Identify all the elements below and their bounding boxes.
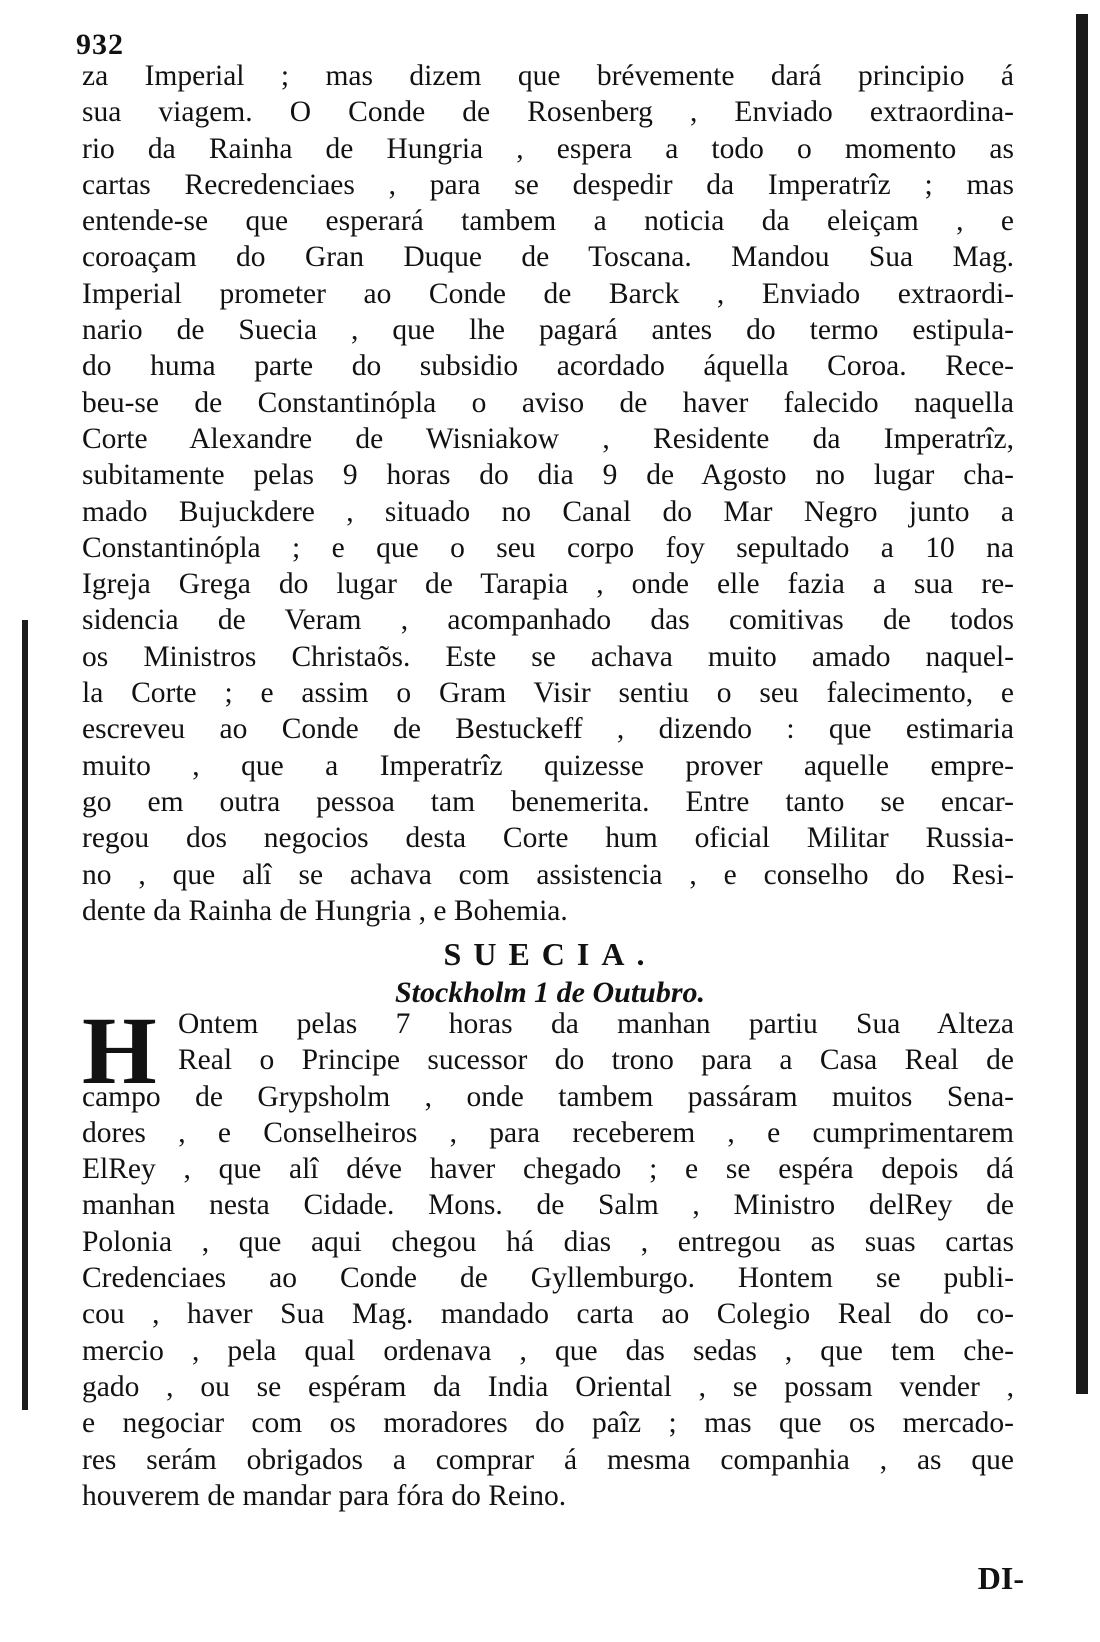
text-line: campo de Grypsholm , onde tambem passáram muitos Sena-: [82, 1080, 1014, 1113]
text-line: dente da Rainha de Hungria , e Bohemia.: [82, 894, 568, 927]
dateline: Stockholm 1 de Outubro.: [394, 976, 706, 1009]
text-line: sidencia de Veram , acompanhado das comitivas de todos: [82, 604, 1014, 637]
paragraph-2: [82, 997, 1014, 1514]
text-line: houverem de mandar para fóra do Reino.: [82, 1479, 567, 1512]
text-line: escreveu ao Conde de Bestuckeff , dizendo : que estimaria: [82, 713, 1014, 746]
text-line: dores , e Conselheiros , para receberem , e cumprimentarem: [82, 1116, 1014, 1149]
text-line: manhan nesta Cidade. Mons. de Salm , Ministro delRey de: [82, 1189, 1014, 1222]
text-line: Imperial prometer ao Conde de Barck , Enviado extraordi-: [82, 277, 1014, 310]
text-line: subitamente pelas 9 horas do dia 9 de Agosto no lugar cha-: [82, 459, 1014, 492]
text-line: Corte Alexandre de Wisniakow , Residente da Imperatrîz,: [82, 422, 1014, 455]
text-line: Polonia , que aqui chegou há dias , entregou as suas cartas: [82, 1225, 1014, 1258]
page-edge-shadow: [1076, 14, 1088, 1394]
text-line: mercio , pela qual ordenava , que das sedas , que tem che-: [82, 1334, 1014, 1367]
text-line: rio da Rainha de Hungria , espera a todo o momento as: [82, 132, 1014, 165]
text-line: muito , que a Imperatrîz quizesse prover aquelle empre-: [82, 749, 1014, 782]
paragraph-1: [82, 58, 1014, 929]
page-number: 932: [76, 28, 124, 61]
text-line: res serám obrigados a comprar á mesma companhia , as que: [82, 1443, 1014, 1476]
text-line: do huma parte do subsidio acordado áquella Coroa. Rece-: [82, 350, 1014, 383]
text-line: Credenciaes ao Conde de Gyllemburgo. Hontem se publi-: [82, 1262, 1014, 1295]
text-line: Real o Principe sucessor do trono para a Casa Real de: [178, 1044, 1014, 1077]
drop-cap: H: [82, 997, 157, 1104]
text-line: regou dos negocios desta Corte hum oficial Militar Russia-: [82, 822, 1014, 855]
text-line: no , que alî se achava com assistencia , e conselho do Resi-: [82, 858, 1014, 891]
text-line: coroaçam do Gran Duque de Toscana. Mandou Sua Mag.: [82, 241, 1014, 274]
text-line: Constantinópla ; e que o seu corpo foy sepultado a 10 na: [82, 531, 1014, 564]
text-line: Ontem pelas 7 horas da manhan partiu Sua Alteza: [178, 1008, 1014, 1040]
text-line: entende-se que esperará tambem a noticia da eleiçam , e: [82, 205, 1014, 238]
text-line: sua viagem. O Conde de Rosenberg , Enviado extraordina-: [82, 96, 1014, 129]
text-line: os Ministros Christaõs. Este se achava muito amado naquel-: [82, 640, 1014, 673]
text-line: za Imperial ; mas dizem que brévemente dará principio á: [82, 60, 1014, 92]
text-line: gado , ou se espéram da India Oriental , se possam vender ,: [82, 1370, 1014, 1403]
text-line: la Corte ; e assim o Gram Visir sentiu o seu falecimento, e: [82, 677, 1014, 710]
text-line: cou , haver Sua Mag. mandado carta ao Colegio Real do co-: [82, 1298, 1014, 1331]
text-line: go em outra pessoa tam benemerita. Entre tanto se encar-: [82, 785, 1014, 818]
text-line: e negociar com os moradores do paîz ; mas que os mercado-: [82, 1407, 1014, 1440]
text-line: beu-se de Constantinópla o aviso de haver falecido naquella: [82, 386, 1014, 419]
section-heading: SUECIA.: [443, 936, 657, 972]
catchword: DI-: [977, 1560, 1024, 1596]
text-line: Igreja Grega do lugar de Tarapia , onde elle fazia a sua re-: [82, 568, 1014, 601]
text-line: nario de Suecia , que lhe pagará antes do termo estipula-: [82, 314, 1014, 347]
binding-shadow: [22, 620, 28, 1410]
text-line: mado Bujuckdere , situado no Canal do Mar Negro junto a: [82, 495, 1014, 528]
text-line: cartas Recredenciaes , para se despedir da Imperatrîz ; mas: [82, 168, 1014, 201]
text-line: ElRey , que alî déve haver chegado ; e se espéra depois dá: [82, 1153, 1014, 1186]
